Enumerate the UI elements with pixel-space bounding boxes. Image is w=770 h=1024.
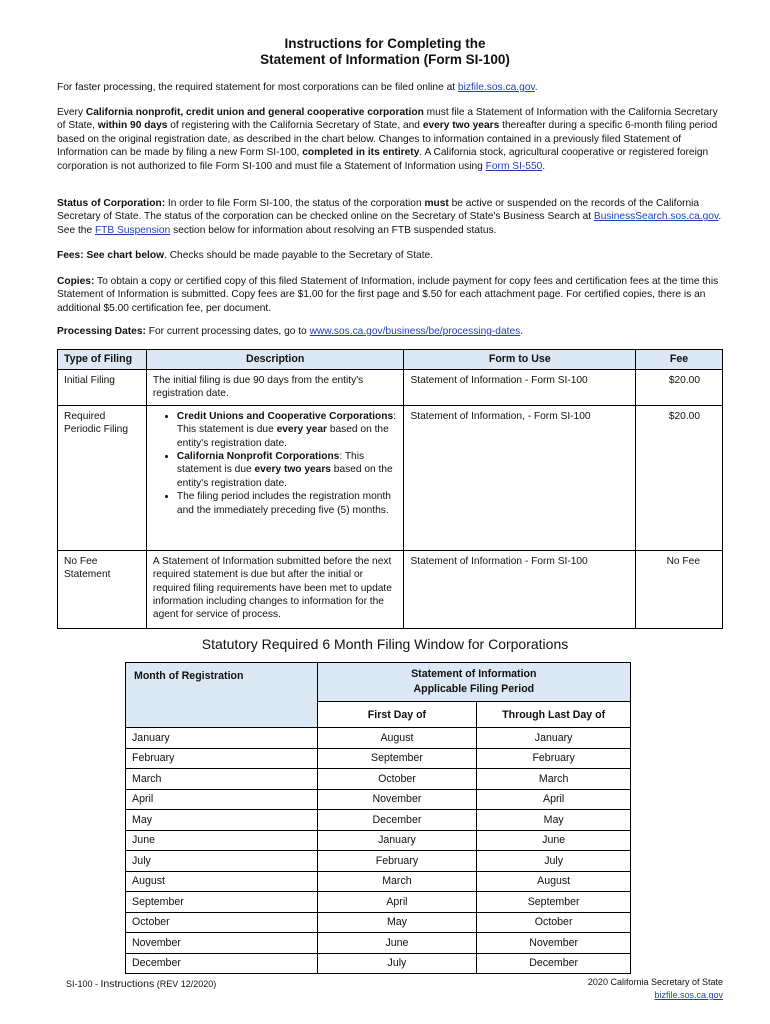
window-cell-last: June — [477, 830, 631, 851]
window-cell-first: August — [317, 728, 477, 749]
list-item: • The filing period includes the registration month and the immediately preceding five (5) months. — [177, 490, 398, 517]
filing-bullets — [153, 410, 398, 517]
window-cell-month: June — [126, 830, 318, 851]
applicable-period-header: Statement of Information Applicable Filing Period — [317, 663, 630, 702]
month-of-registration-header: Month of Registration — [126, 663, 318, 728]
window-cell-month: August — [126, 871, 318, 892]
window-cell-month: April — [126, 789, 318, 810]
window-cell-month: October — [126, 912, 318, 933]
window-cell-month: January — [126, 728, 318, 749]
window-cell-first: September — [317, 748, 477, 769]
filing-window-title: Statutory Required 6 Month Filing Window for Corporations — [201, 636, 569, 652]
list-item: • Credit Unions and Cooperative Corporations: This statement is due every year based on the entity's registration date. — [177, 410, 398, 450]
table-row — [126, 769, 631, 790]
table-row — [126, 892, 631, 913]
table-row — [126, 810, 631, 831]
col-description: Description — [146, 350, 404, 370]
footer-bizfile-link[interactable]: bizfile.sos.ca.gov — [654, 990, 723, 1000]
first-day-header: First Day of — [317, 702, 477, 728]
table-row — [126, 933, 631, 954]
intro-paragraph: For faster processing, the required statement for most corporations can be filed online at bizfile.sos.ca.gov. — [57, 82, 538, 93]
footer-form-id: SI-100 - Instructions (REV 12/2020) — [66, 978, 217, 990]
window-cell-first: October — [317, 769, 477, 790]
window-cell-first: March — [317, 871, 477, 892]
table-row — [126, 851, 631, 872]
table-row: No Fee Statement A Statement of Information submitted before the next required statement is due but after the initial or required filing requirements have been met to update information including changes to information for the agent for service of process. Statement of Information - Form SI-100 No Fee — [58, 550, 723, 628]
window-cell-last: April — [477, 789, 631, 810]
col-fee: Fee — [636, 350, 723, 370]
window-cell-first: February — [317, 851, 477, 872]
window-cell-first: November — [317, 789, 477, 810]
window-cell-last: May — [477, 810, 631, 831]
table-row — [126, 912, 631, 933]
window-cell-last: November — [477, 933, 631, 954]
window-cell-month: December — [126, 953, 318, 974]
page-title: Instructions for Completing the Statement of Information (Form SI-100) — [260, 36, 510, 67]
window-cell-first: May — [317, 912, 477, 933]
ftb-suspension-link[interactable]: FTB Suspension — [94, 224, 171, 236]
table-row — [126, 789, 631, 810]
processing-dates-link[interactable]: www.sos.ca.gov/business/be/processing-dates — [309, 326, 521, 337]
window-cell-last: October — [477, 912, 631, 933]
table-row — [126, 728, 631, 749]
window-cell-first: June — [317, 933, 477, 954]
footer-publisher: 2020 California Secretary of State bizfile.sos.ca.gov — [587, 977, 723, 1000]
window-cell-month: May — [126, 810, 318, 831]
window-cell-month: March — [126, 769, 318, 790]
window-cell-last: July — [477, 851, 631, 872]
col-form-to-use: Form to Use — [404, 350, 636, 370]
window-cell-first: January — [317, 830, 477, 851]
fees-paragraph: Fees: See chart below. Checks should be made payable to the Secretary of State. — [57, 250, 434, 261]
table-row — [126, 830, 631, 851]
table-row: Required Periodic Filing • Credit Unions and Cooperative Corporations: This statement is due every year based on the entity's registration date. • California Nonprofit Corporations: This statement is due every two years based on the entity's registration date. • The filing period includes the registration month and the immediately preceding five (5) months. Statement of Information, - Form SI-100 $20.00 — [58, 405, 723, 550]
window-cell-last: September — [477, 892, 631, 913]
table-row: Initial Filing The initial filing is due 90 days from the entity's registration date. Statement of Information - Form SI-100 $20.00 — [58, 370, 723, 406]
window-cell-month: September — [126, 892, 318, 913]
bizfile-link[interactable]: bizfile.sos.ca.gov — [457, 82, 535, 93]
processing-paragraph: Processing Dates: For current processing dates, go to www.sos.ca.gov/business/be/processing-dates. — [57, 326, 524, 337]
table-row — [126, 953, 631, 974]
filing-table-header — [58, 350, 723, 370]
window-cell-first: April — [317, 892, 477, 913]
table-row — [126, 871, 631, 892]
requirement-paragraph: Every California nonprofit, credit union and general cooperative corporation must file a Statement of Information with the California Secretary of State, within 90 days of registering with the California Secretary of State, and every two years thereafter during a specific 6-month filing period based on the original registration date, as described in the chart below. Changes to information contained in a previously filed Statement of Information can be made by filing a new Form SI-100, completed in its entirety. A California stock, agricultural cooperative or registered foreign corporation is not authorized to file Form SI-100 and must file a Statement of Information using Form SI-550. — [57, 107, 718, 172]
window-cell-last: December — [477, 953, 631, 974]
filing-table — [57, 349, 723, 629]
window-cell-last: March — [477, 769, 631, 790]
form-si550-link[interactable]: Form SI-550 — [485, 160, 543, 172]
filing-window-table — [125, 662, 631, 974]
window-cell-first: July — [317, 953, 477, 974]
list-item: • California Nonprofit Corporations: This statement is due every two years based on the entity's registration date. — [177, 450, 398, 490]
window-cell-first: December — [317, 810, 477, 831]
window-cell-month: July — [126, 851, 318, 872]
business-search-link[interactable]: BusinessSearch.sos.ca.gov — [593, 211, 719, 223]
status-paragraph: Status of Corporation: In order to file Form SI-100, the status of the corporation must be active or suspended on the records of the California Secretary of State. The status of the corporation can be checked online on the Secretary of State's Business Search at BusinessSearch.sos.ca.gov. See the FTB Suspension section below for information about resolving an FTB suspended status. — [57, 198, 722, 236]
window-cell-last: January — [477, 728, 631, 749]
window-cell-month: February — [126, 748, 318, 769]
window-cell-month: November — [126, 933, 318, 954]
last-day-header: Through Last Day of — [477, 702, 631, 728]
window-cell-last: February — [477, 748, 631, 769]
copies-paragraph: Copies: To obtain a copy or certified copy of this filed Statement of Information, include payment for copy fees and certification fees at the time this Statement of Information is submitted. Copy fees are $1.00 for the first page and $.50 for each attachment page. For certified copies, there is an additional $5.00 certification fee, per document. — [57, 276, 719, 314]
window-cell-last: August — [477, 871, 631, 892]
table-row — [126, 748, 631, 769]
col-type-of-filing: Type of Filing — [58, 350, 147, 370]
